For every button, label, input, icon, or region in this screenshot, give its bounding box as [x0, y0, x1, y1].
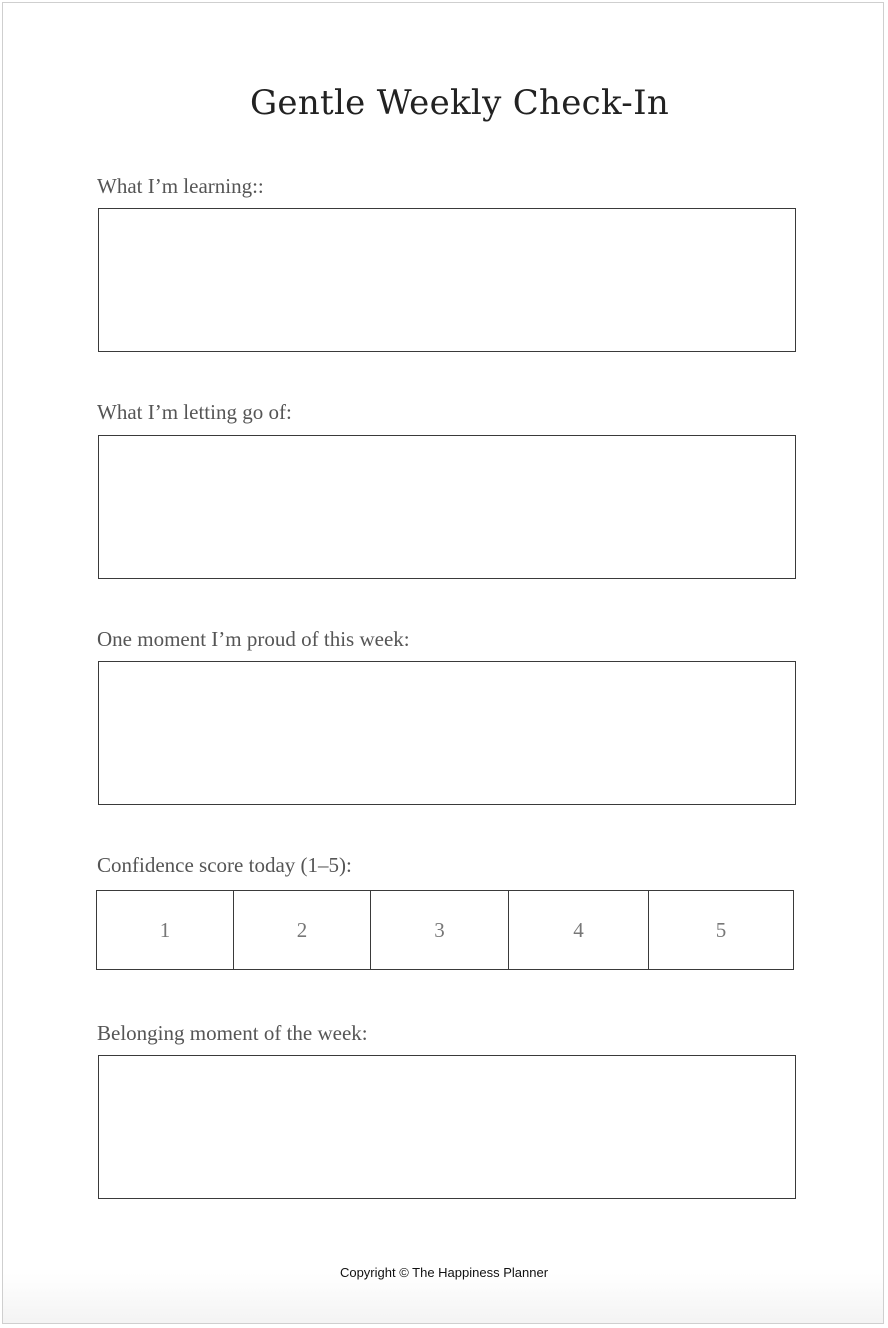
page-title: Gentle Weekly Check-In — [249, 83, 670, 123]
proud-moment-writing-box[interactable] — [98, 661, 796, 805]
letting-go-writing-box[interactable] — [98, 435, 796, 579]
learning-label: What I’m learning:: — [97, 174, 264, 198]
copyright-footer: Copyright © The Happiness Planner — [339, 1265, 549, 1280]
confidence-option-4[interactable]: 4 — [509, 891, 649, 969]
confidence-option-2[interactable]: 2 — [234, 891, 371, 969]
belonging-label: Belonging moment of the week: — [97, 1021, 368, 1045]
belonging-writing-box[interactable] — [98, 1055, 796, 1199]
proud-moment-label: One moment I’m proud of this week: — [97, 627, 410, 651]
confidence-option-5[interactable]: 5 — [715, 917, 727, 942]
letting-go-label: What I’m letting go of: — [97, 400, 292, 424]
confidence-option-3[interactable]: 3 — [371, 891, 509, 969]
confidence-option-1[interactable]: 1 — [97, 891, 234, 969]
learning-writing-box[interactable] — [98, 208, 796, 352]
confidence-scale — [96, 890, 794, 970]
planner-page — [2, 2, 884, 1324]
confidence-score-label: Confidence score today (1–5): — [97, 853, 352, 877]
